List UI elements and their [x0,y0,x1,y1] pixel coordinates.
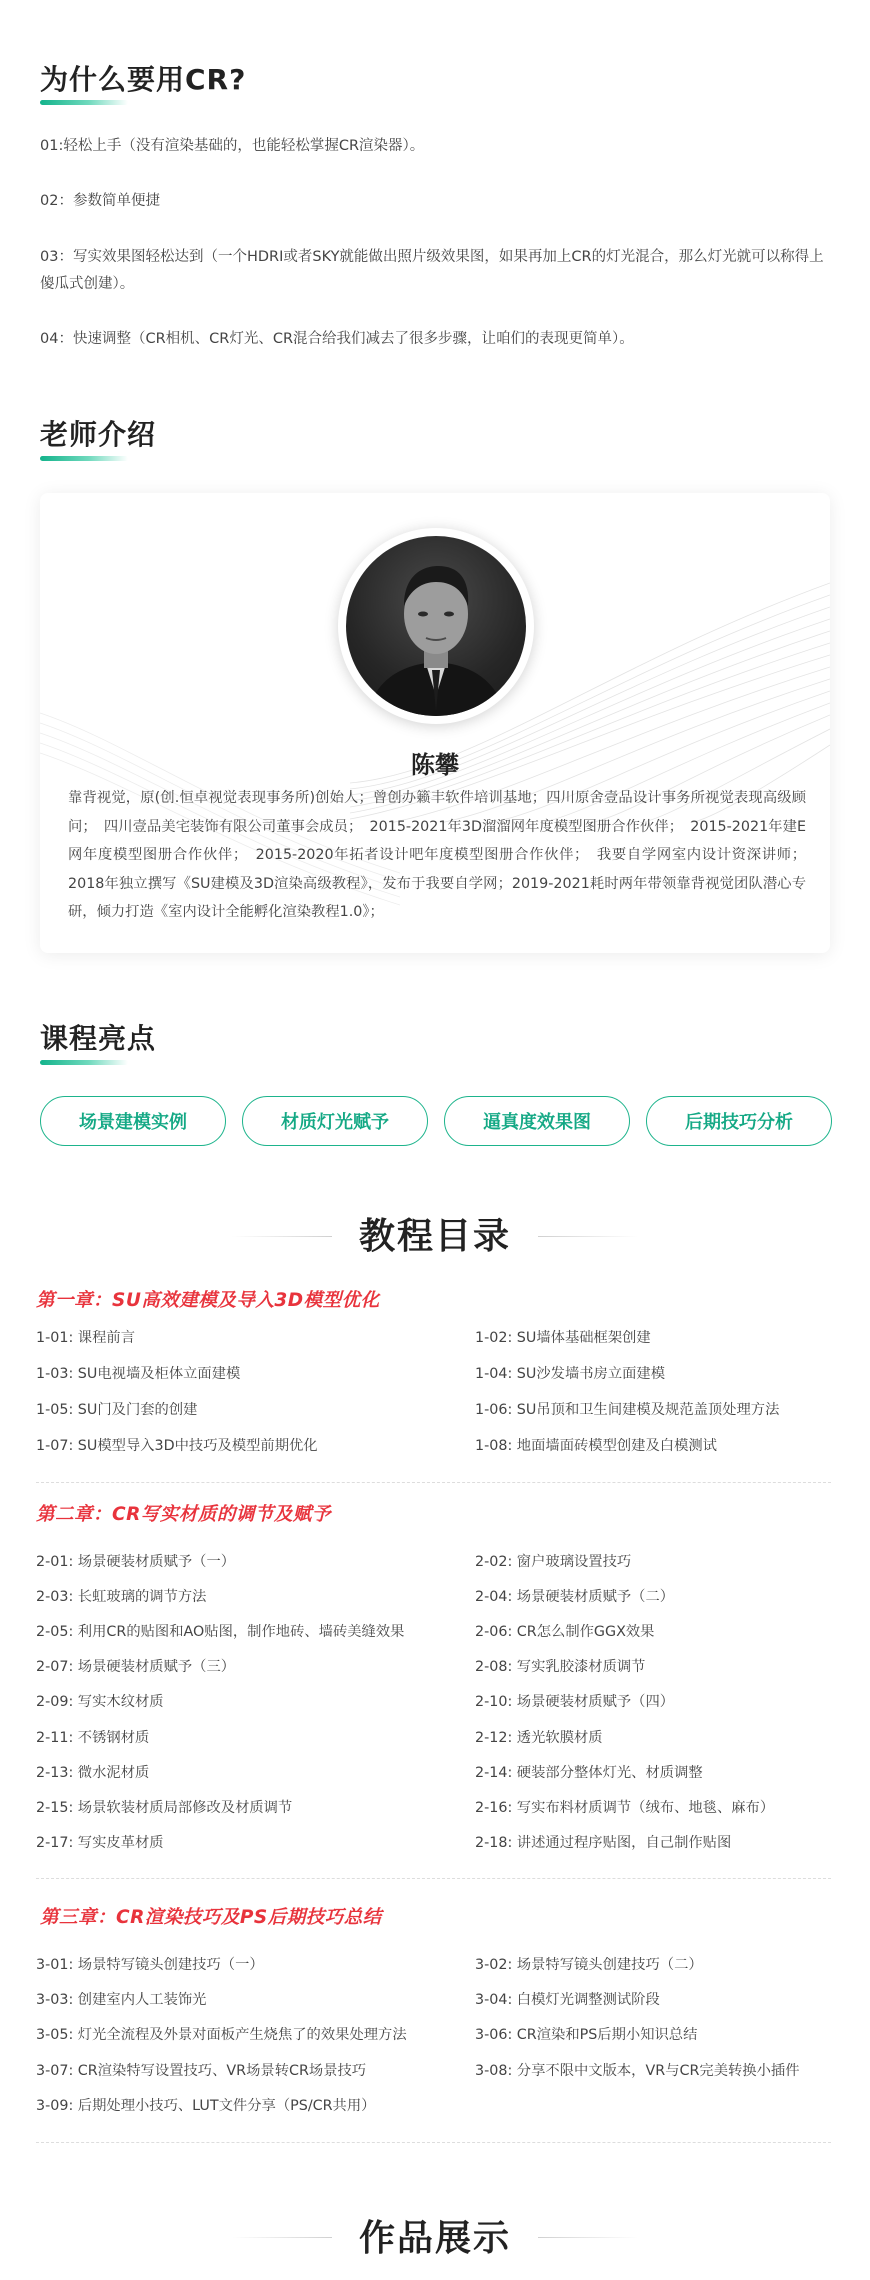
lesson-item: 2-17: 写实皮革材质 [36,1835,164,1851]
lesson-item: 3-04: 白模灯光调整测试阶段 [475,1992,660,2008]
lesson-item: 2-10: 场景硬装材质赋予（四） [475,1694,675,1710]
lesson-item: 2-06: CR怎么制作GGX效果 [475,1624,655,1640]
teacher-section-title: 老师介绍 [40,418,157,451]
why-cr-point: 04：快速调整（CR相机、CR灯光、CR混合给我们减去了很多步骤，让咱们的表现更简单）。 [40,331,634,347]
lesson-item: 2-01: 场景硬装材质赋予（一） [36,1554,236,1570]
title-underline [40,456,128,461]
lesson-item: 3-06: CR渲染和PS后期小知识总结 [475,2027,698,2043]
lesson-item: 2-07: 场景硬装材质赋予（三） [36,1659,236,1675]
chapter-divider [36,2142,831,2143]
chapter-1-title: 第一章：SU高效建模及导入3D模型优化 [36,1290,380,1311]
lesson-item: 2-08: 写实乳胶漆材质调节 [475,1659,646,1675]
heading-divider-right [538,1236,638,1237]
teacher-avatar-frame [338,528,534,724]
why-cr-point: 03：写实效果图轻松达到（一个HDRI或者SKY就能做出照片级效果图，如果再加上CR的灯光混合，那么灯光就可以称得上傻瓜式创建）。 [40,249,824,292]
teacher-avatar [346,536,526,716]
lesson-item: 2-18: 讲述通过程序贴图，自己制作贴图 [475,1835,732,1851]
lesson-item: 1-05: SU门及门套的创建 [36,1402,198,1418]
lesson-item: 3-02: 场景特写镜头创建技巧（二） [475,1957,703,1973]
teacher-name: 陈攀 [411,751,459,779]
lesson-item: 2-16: 写实布料材质调节（绒布、地毯、麻布） [475,1800,775,1816]
chapter-2-title: 第二章：CR写实材质的调节及赋予 [36,1504,331,1525]
lesson-item: 3-07: CR渲染特写设置技巧、VR场景转CR场景技巧 [36,2063,367,2079]
teacher-bio: 靠背视觉，原(创.恒卓视觉表现事务所)创始人；曾创办籁丰软件培训基地；四川原舍壹品设计事务所视觉表现高级顾问； 四川壹品美宅装饰有限公司董事会成员； 2015-2021年3D溜溜网年度模型图册合作伙伴； 2015-2021年建E网年度模型图册合作伙伴； 2015-2020年拓者设计吧年度模型图册合作伙伴； 我要自学网室内设计资深讲师；2018年独立撰写《SU建模及3D渲染高级教程》，发布于我要自学网；2019-2021耗时两年带领靠背视觉团队潜心专研，倾力打造《室内设计全能孵化渲染教程1.0》； [68,790,806,920]
chapter-divider [36,1482,831,1483]
lesson-item: 1-03: SU电视墙及柜体立面建模 [36,1366,241,1382]
highlight-pill-postprocessing: 后期技巧分析 [646,1096,832,1146]
lesson-item: 1-02: SU墙体基础框架创建 [475,1330,651,1346]
lesson-item: 1-01: 课程前言 [36,1330,135,1346]
lesson-item: 2-05: 利用CR的贴图和AO贴图，制作地砖、墙砖美缝效果 [36,1624,405,1640]
lesson-item: 1-06: SU吊顶和卫生间建模及规范盖顶处理方法 [475,1402,780,1418]
title-underline [40,100,128,105]
lesson-item: 2-15: 场景软装材质局部修改及材质调节 [36,1800,293,1816]
lesson-item: 1-07: SU模型导入3D中技巧及模型前期优化 [36,1438,318,1454]
works-title: 作品展示 [358,2218,511,2259]
chapter-divider [36,1878,831,1879]
lesson-item: 1-08: 地面墙面砖模型创建及白模测试 [475,1438,717,1454]
why-cr-title: 为什么要用CR? [40,63,247,96]
lesson-item: 2-11: 不锈钢材质 [36,1730,150,1746]
heading-divider-right [538,2237,638,2238]
highlight-pill-modeling: 场景建模实例 [40,1096,226,1146]
lesson-item: 3-03: 创建室内人工装饰光 [36,1992,207,2008]
why-cr-point: 02：参数简单便捷 [40,193,160,209]
lesson-item: 1-04: SU沙发墙书房立面建模 [475,1366,666,1382]
lesson-item: 3-09: 后期处理小技巧、LUT文件分享（PS/CR共用） [36,2098,376,2114]
highlights-section-title: 课程亮点 [40,1022,157,1055]
lesson-item: 2-13: 微水泥材质 [36,1765,150,1781]
lesson-item: 2-02: 窗户玻璃设置技巧 [475,1554,632,1570]
lesson-item: 2-14: 硬装部分整体灯光、材质调整 [475,1765,703,1781]
lesson-item: 3-08: 分享不限中文版本，VR与CR完美转换小插件 [475,2063,800,2079]
lesson-item: 3-05: 灯光全流程及外景对面板产生烧焦了的效果处理方法 [36,2027,407,2043]
lesson-item: 2-12: 透光软膜材质 [475,1730,603,1746]
highlight-pill-realism: 逼真度效果图 [444,1096,630,1146]
teacher-card [40,493,830,953]
highlight-pill-materials: 材质灯光赋予 [242,1096,428,1146]
why-cr-point: 01:轻松上手（没有渲染基础的，也能轻松掌握CR渲染器）。 [40,138,425,154]
title-underline [40,1060,128,1065]
chapter-3-title: 第三章：CR渲染技巧及PS后期技巧总结 [40,1907,382,1928]
lesson-item: 2-09: 写实木纹材质 [36,1694,164,1710]
catalog-title: 教程目录 [358,1216,511,1257]
lesson-item: 2-04: 场景硬装材质赋予（二） [475,1589,675,1605]
lesson-item: 2-03: 长虹玻璃的调节方法 [36,1589,207,1605]
lesson-item: 3-01: 场景特写镜头创建技巧（一） [36,1957,264,1973]
